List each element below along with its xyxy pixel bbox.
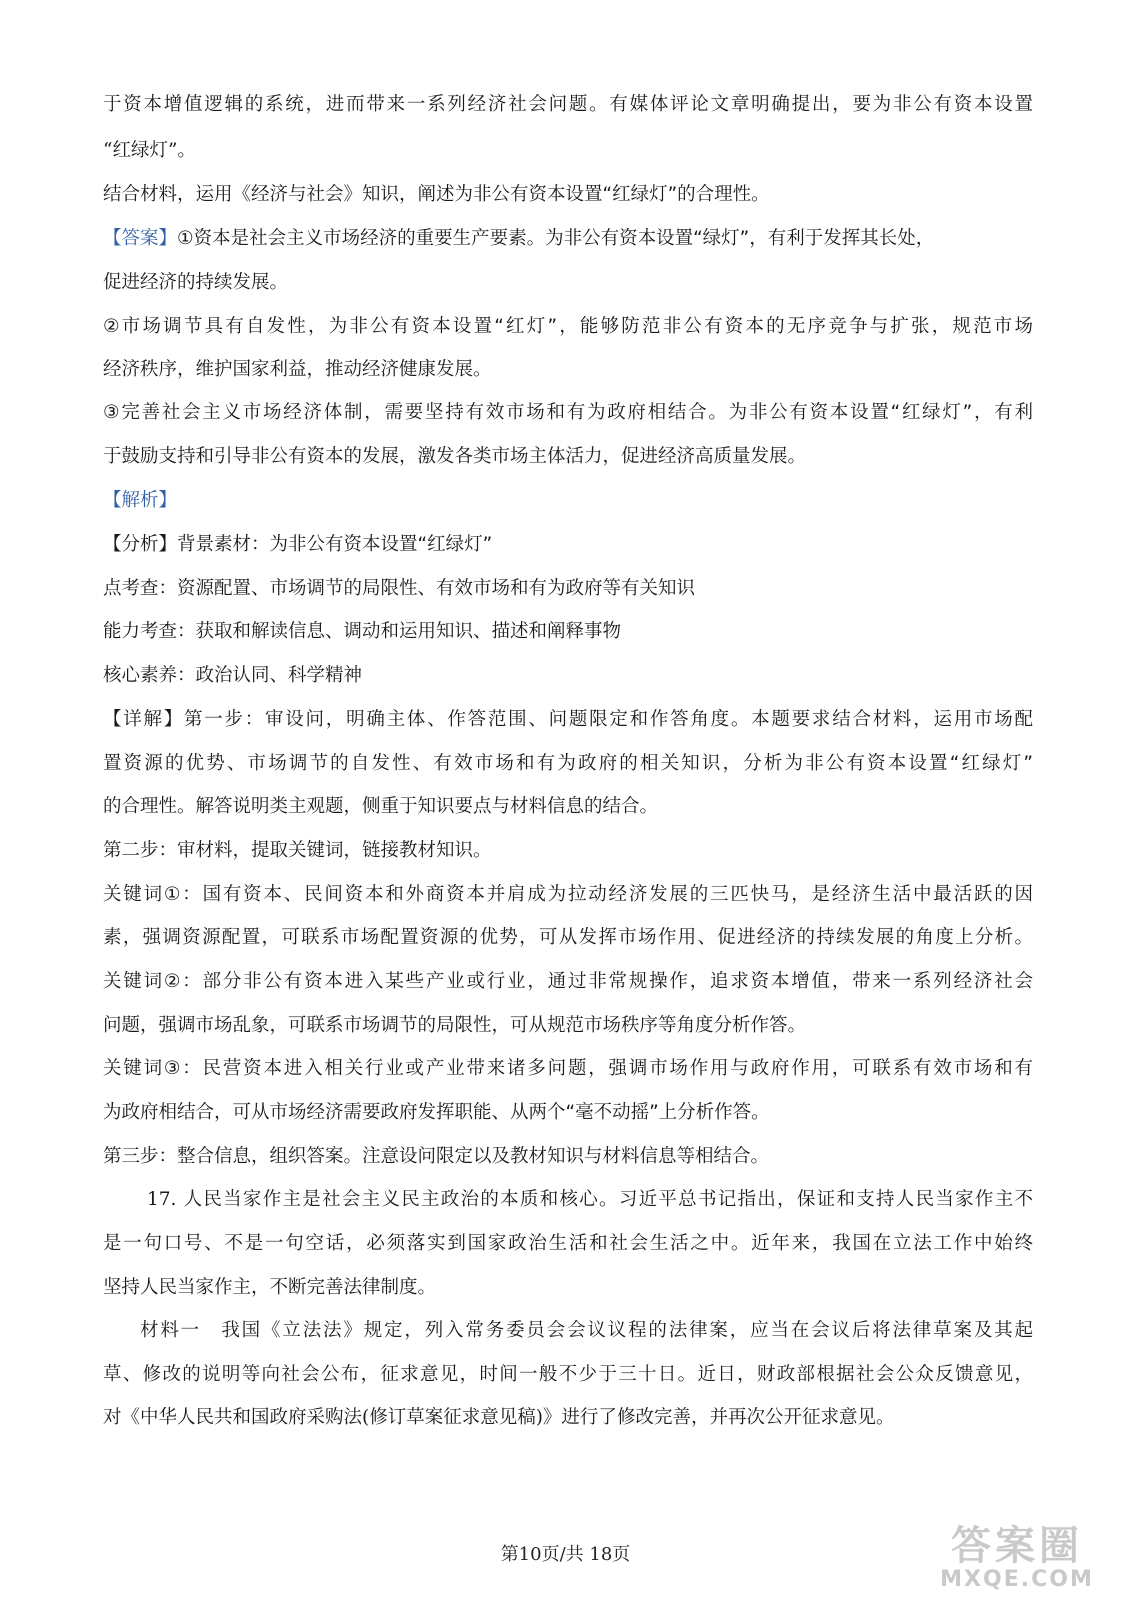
analysis-line: 的合理性。解答说明类主观题，侧重于知识要点与材料信息的结合。 [103,796,659,817]
watermark-logo [917,1524,1117,1594]
analysis-line: 能力考查：获取和解读信息、调动和运用知识、描述和阐释事物 [103,621,622,642]
analysis-line: 问题，强调市场乱象，可联系市场调节的局限性，可从规范市场秩序等角度分析作答。 [103,1015,807,1036]
answer-line: 于鼓励支持和引导非公有资本的发展，激发各类市场主体活力，促进经济高质量发展。 [103,446,807,467]
answer-tag: 【答案】 [103,228,178,249]
answer-line: 经济秩序，维护国家利益，推动经济健康发展。 [103,359,492,380]
analysis-line: 第二步：审材料，提取关键词，链接教材知识。 [103,840,492,861]
question-text-line: “红绿灯”。 [103,140,196,161]
answer-line [103,226,1033,252]
analysis-line: 为政府相结合，可从市场经济需要政府发挥职能、从两个“毫不动摇”上分析作答。 [103,1102,770,1123]
material-one-line: 对《中华人民共和国政府采购法(修订草案征求意见稿)》进行了修改完善，并再次公开征求意见。 [103,1407,895,1428]
analysis-line: 置资源的优势、市场调节的自发性、有效市场和有为政府的相关知识，分析为非公有资本设置“红绿灯” [103,753,1033,774]
watermark-url: MXQE.COM [940,1567,1094,1592]
analysis-line: 第三步：整合信息，组织答案。注意设问限定以及教材知识与材料信息等相结合。 [103,1146,770,1167]
analysis-line: 素，强调资源配置，可联系市场配置资源的优势，可从发挥市场作用、促进经济的持续发展的角度上分析。 [103,927,1033,948]
analysis-line: 关键词②：部分非公有资本进入某些产业或行业，通过非常规操作，追求资本增值，带来一系列经济社会 [103,971,1033,992]
answer-line: ②市场调节具有自发性，为非公有资本设置“红灯”，能够防范非公有资本的无序竞争与扩张，规范市场 [103,316,1033,337]
analysis-line: 关键词①：国有资本、民间资本和外商资本并肩成为拉动经济发展的三匹快马，是经济生活中最活跃的因 [103,884,1033,905]
answer-text: ①资本是社会主义市场经济的重要生产要素。为非公有资本设置“绿灯”，有利于发挥其长处， [177,228,935,249]
analysis-tag: 【解析】 [103,490,178,511]
question-17-line: 17. 人民当家作主是社会主义民主政治的本质和核心。习近平总书记指出，保证和支持人民当家作主不 [147,1189,1033,1210]
watermark-text: 答案圈 [951,1523,1083,1569]
answer-line: 促进经济的持续发展。 [103,272,289,293]
analysis-line: 核心素养：政治认同、科学精神 [103,665,363,686]
analysis-line: 【分析】背景素材：为非公有资本设置“红绿灯” [103,534,493,555]
page-number: 第10页/共 18页 [500,1544,631,1565]
material-one-line: 材料一 我国《立法法》规定，列入常务委员会会议议程的法律案，应当在会议后将法律草案及其起 [140,1320,1033,1341]
question-text-line: 于资本增值逻辑的系统，进而带来一系列经济社会问题。有媒体评论文章明确提出，要为非公有资本设置 [103,94,1033,115]
answer-line: ③完善社会主义市场经济体制，需要坚持有效市场和有为政府相结合。为非公有资本设置“红绿灯”，有利 [103,402,1033,423]
question-17-line: 坚持人民当家作主，不断完善法律制度。 [103,1277,437,1298]
material-one-line: 草、修改的说明等向社会公布，征求意见，时间一般不少于三十日。近日，财政部根据社会公众反馈意见， [103,1364,1033,1385]
question-prompt: 结合材料，运用《经济与社会》知识，阐述为非公有资本设置“红绿灯”的合理性。 [103,184,770,205]
analysis-line: 关键词③：民营资本进入相关行业或产业带来诸多问题，强调市场作用与政府作用，可联系有效市场和有 [103,1058,1033,1079]
analysis-line: 点考查：资源配置、市场调节的局限性、有效市场和有为政府等有关知识 [103,578,696,599]
analysis-line: 【详解】第一步：审设问，明确主体、作答范围、问题限定和作答角度。本题要求结合材料，运用市场配 [103,709,1033,730]
question-17-line: 是一句口号、不是一句空话，必须落实到国家政治生活和社会生活之中。近年来，我国在立法工作中始终 [103,1233,1033,1254]
